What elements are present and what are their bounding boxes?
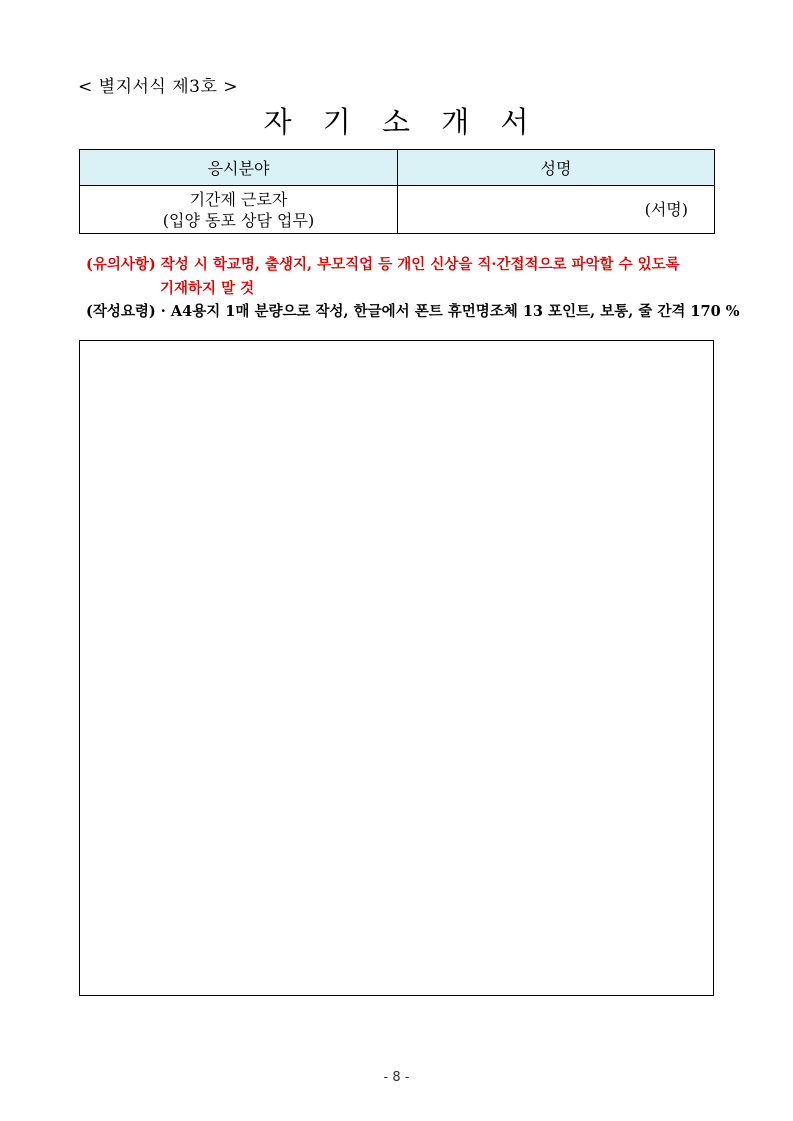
caution-line2: 기재하지 말 것	[160, 280, 255, 297]
field-value-line1: 기간제 근로자	[189, 189, 288, 209]
table-value-row	[80, 186, 715, 234]
field-value	[80, 186, 398, 234]
form-number: < 별지서식 제3호 >	[78, 77, 239, 97]
caution-notice	[86, 253, 726, 301]
name-header: 성명	[398, 150, 715, 186]
writing-guide: (작성요령) · A4용지 1매 분량으로 작성, 한글에서 폰트 휴먼명조체 13 포인트, 보통, 줄 간격 170 %	[86, 303, 740, 320]
caution-line1: (유의사항) 작성 시 학교명, 출생지, 부모직업 등 개인 신상을 직·간접적으로 파악할 수 있도록	[86, 256, 680, 273]
name-signature-cell[interactable]	[398, 186, 715, 234]
applicant-info-table	[79, 149, 715, 234]
signature-label: (서명)	[644, 200, 688, 219]
document-title: 자 기 소 개 서	[263, 105, 530, 139]
page-number: - 8 -	[383, 1070, 410, 1085]
self-introduction-writing-area[interactable]	[79, 340, 714, 996]
field-header: 응시분야	[80, 150, 398, 186]
table-header-row	[80, 150, 715, 186]
field-value-line2: (입양 동포 상담 업무)	[162, 210, 315, 230]
